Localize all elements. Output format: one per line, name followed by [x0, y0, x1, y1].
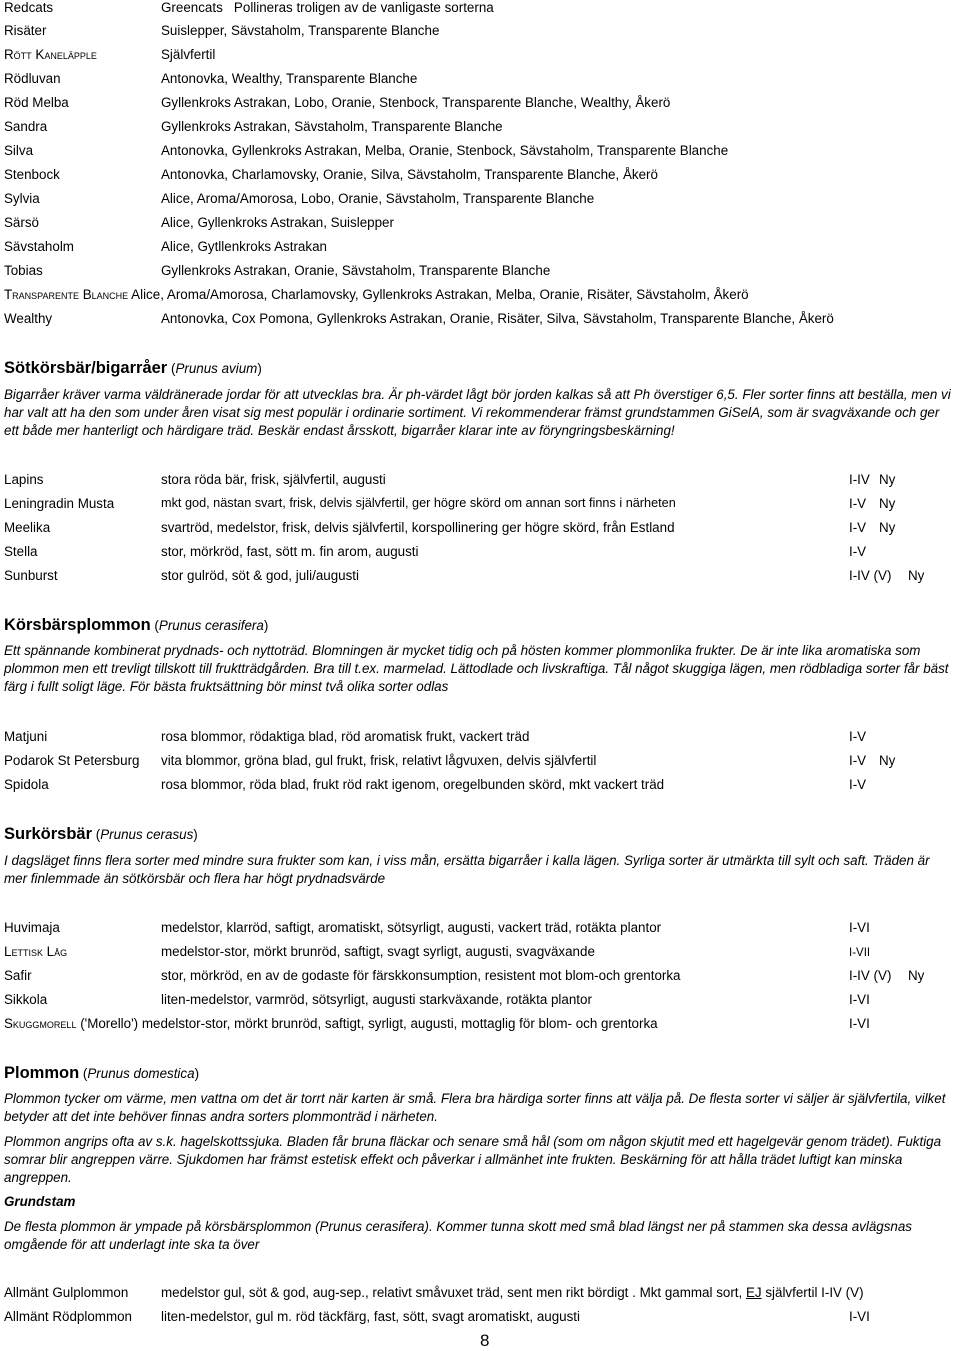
variety-description: ('Morello') medelstor-stor, mörkt brunröd, saftigt, syrligt, augusti, mottaglig för blom- och grentorka	[80, 1016, 658, 1031]
zone-value: I-IV	[849, 472, 870, 487]
inline-row-text	[4, 287, 749, 302]
pollinator-list: Alice, Gyllenkroks Astrakan, Suislepper	[161, 215, 394, 230]
variety-row	[4, 944, 956, 962]
variety-description: liten-medelstor, varmröd, sötsyrligt, augusti starkväxande, rotäkta plantor	[161, 992, 592, 1007]
variety-row	[4, 544, 956, 562]
pollination-row	[4, 167, 956, 185]
pollination-row	[4, 287, 956, 305]
variety-name: Röd Melba	[4, 95, 69, 110]
zone-value: I-V	[849, 777, 867, 792]
pollination-row	[4, 95, 956, 113]
zone-value: I-V	[849, 753, 867, 768]
section-intro: Bigarråer kräver varma väldränerade jordar för att utvecklas bra. Är ph-värdet lågt bör jorden kalkas så att Ph överstiger 6,5. Fler sorter finns att beställa, men vi har valt att ha den som under åren visat sig mest populär i ordinarie sortiment. Vi rekommenderar främst grundstammen GiSelA, som är svagväxande och ger ett både mer hanterligt och härdigare träd. Beskär endast årsskott, bigarråer klarar inte av föryngringsbeskärning!	[4, 387, 951, 438]
new-badge: Ny	[879, 472, 896, 487]
zone-value: I-IV (V)	[849, 968, 892, 983]
pollinator-list: Gyllenkroks Astrakan, Lobo, Oranie, Stenbock, Transparente Blanche, Wealthy, Åkerö	[161, 95, 671, 110]
variety-name: Huvimaja	[4, 920, 60, 935]
section-title: Sötkörsbär/bigarråer	[4, 359, 168, 377]
pollinator-list: Greencats Pollineras troligen av de vanligaste sorterna	[161, 0, 494, 15]
grundstam-text: De flesta plommon är ympade på körsbärsplommon (Prunus cerasifera). Kommer tunna skott med små blad längst ner på stammen ska dessa avlägsnas omgående för att underlagt inte ska ta över	[4, 1219, 913, 1252]
latin-name: Prunus cerasifera	[158, 618, 264, 633]
variety-row	[4, 496, 956, 514]
variety-row	[4, 968, 956, 986]
page-number: 8	[480, 1331, 490, 1350]
pollination-row	[4, 239, 956, 257]
variety-description: rosa blommor, röda blad, frukt röd rakt igenom, oregelbunden skörd, mkt vackert träd	[161, 777, 665, 792]
pollinator-list: Alice, Gytllenkroks Astrakan	[161, 239, 327, 254]
pollinator-list: Antonovka, Cox Pomona, Gyllenkroks Astrakan, Oranie, Risäter, Silva, Sävstaholm, Transparente Blanche, Åkerö	[161, 311, 834, 326]
zone-value: I-VI	[849, 920, 870, 935]
variety-row	[4, 1309, 956, 1327]
zone-value: I-V	[849, 544, 867, 559]
latin-name: Prunus avium	[175, 361, 258, 376]
variety-row	[4, 472, 956, 490]
variety-name: Stella	[4, 544, 38, 559]
variety-description: vita blommor, gröna blad, gul frukt, frisk, relativt lågvuxen, delvis självfertil	[161, 753, 597, 768]
variety-name: Allmänt Gulplommon	[4, 1285, 129, 1300]
zone-value: I-VI	[849, 1016, 870, 1031]
desc-part: självfertil I-IV (V)	[761, 1285, 864, 1300]
zone-value: I-V	[849, 729, 867, 744]
pollinator-list: Alice, Aroma/Amorosa, Charlamovsky, Gyllenkroks Astrakan, Melba, Oranie, Risäter, Sävstaholm, Åkerö	[131, 287, 749, 302]
new-badge: Ny	[879, 753, 896, 768]
section-intro-2: Plommon angrips ofta av s.k. hagelskottssjuka. Bladen får bruna fläckar och senare små hål (som om någon skjutit med ett hagelgevär genom trädet). Fuktiga somrar blir angreppen värre. Sjukdomen har främst estetisk effekt och påverkar i allmänhet inte frukten. Beskärning för att hålla trädet luftigt kan minska angreppen.	[4, 1134, 942, 1185]
variety-name: Stenbock	[4, 167, 60, 182]
variety-description: liten-medelstor, gul m. röd täckfärg, fast, sött, svagt aromatiskt, augusti	[161, 1309, 581, 1324]
desc-part: medelstor gul, söt & god, aug-sep., relativt småvuxet träd, sent men rikt bördigt . Mkt gammal sort,	[161, 1285, 746, 1300]
latin-paren: )	[193, 827, 198, 842]
subheading-grundstam: Grundstam	[4, 1194, 76, 1209]
zone-value: I-V	[849, 496, 867, 511]
pollinator-list: Antonovka, Gyllenkroks Astrakan, Melba, Oranie, Stenbock, Sävstaholm, Transparente Blanche	[161, 143, 729, 158]
section-intro: Plommon tycker om värme, men vattna om det är torrt när karten är små. Flera bra härdiga sorter finns att välja på. De flesta sorter vi säljer är självfertila, vilket betyder att det inte behöver finnas andra sorters plommonträd i närheten.	[4, 1091, 946, 1124]
pollinator-list: Antonovka, Wealthy, Transparente Blanche	[161, 71, 418, 86]
latin-paren: (	[95, 827, 101, 842]
variety-name: Skuggmorell	[4, 1016, 77, 1031]
pollination-row	[4, 311, 956, 329]
variety-row	[4, 729, 956, 747]
zone-value: I-VI	[849, 992, 870, 1007]
pollinator-list: Gyllenkroks Astrakan, Oranie, Sävstaholm, Transparente Blanche	[161, 263, 551, 278]
pollination-row	[4, 71, 956, 89]
variety-description: rosa blommor, rödaktiga blad, röd aromatisk frukt, vackert träd	[161, 729, 530, 744]
variety-name: Sylvia	[4, 191, 40, 206]
variety-row	[4, 920, 956, 938]
variety-name: Meelika	[4, 520, 51, 535]
section-heading-korsbarsplommon	[4, 615, 268, 636]
variety-name: Leningradin Musta	[4, 496, 115, 511]
new-badge: Ny	[879, 520, 896, 535]
variety-name: Särsö	[4, 215, 39, 230]
zone-value: I-IV (V)	[849, 568, 892, 583]
variety-name: Safir	[4, 968, 32, 983]
new-badge: Ny	[908, 568, 925, 583]
variety-description: mkt god, nästan svart, frisk, delvis självfertil, ger högre skörd om annan sort finns i närheten	[161, 496, 676, 510]
pollinator-list: Suislepper, Sävstaholm, Transparente Blanche	[161, 23, 440, 38]
variety-name: Podarok St Petersburg	[4, 753, 140, 768]
latin-paren: (	[82, 1066, 88, 1081]
variety-name: Wealthy	[4, 311, 53, 326]
variety-name: Lapins	[4, 472, 44, 487]
latin-paren: (	[154, 618, 159, 633]
variety-row	[4, 520, 956, 538]
latin-paren: )	[263, 618, 269, 633]
variety-description: stora röda bär, frisk, självfertil, augusti	[161, 472, 386, 487]
section-heading-sotkorsbar	[4, 358, 262, 379]
variety-name: Sandra	[4, 119, 48, 134]
new-badge: Ny	[879, 496, 896, 511]
latin-name: Prunus cerasus	[100, 827, 194, 842]
pollination-row	[4, 263, 956, 281]
pollination-row	[4, 191, 956, 209]
pollination-row	[4, 215, 956, 233]
variety-row	[4, 568, 956, 586]
desc-underlined: EJ	[745, 1285, 762, 1300]
section-heading-plommon	[4, 1063, 199, 1084]
variety-description: medelstor-stor, mörkt brunröd, saftigt, svagt syrligt, augusti, svagväxande	[161, 944, 595, 959]
variety-description: stor, mörkröd, fast, sött m. fin arom, augusti	[161, 544, 419, 559]
zone-value: I-VI	[849, 1309, 870, 1324]
section-title: Surkörsbär	[4, 825, 93, 843]
pollination-row	[4, 0, 956, 18]
zone-value: I-V	[849, 520, 867, 535]
variety-name: Rött Kaneläpple	[4, 47, 97, 62]
variety-name: Lettisk Låg	[4, 944, 68, 959]
variety-name: Tobias	[4, 263, 43, 278]
section-intro: Ett spännande kombinerat prydnads- och nyttoträd. Blomningen är mycket tidig och på hösten kommer plommonlika frukter. De är inte lika aromatiska som plommon men ett trevligt tillskott till fruktträdgården. Bra till t.ex. marmelad. Lättodlade och livskraftiga. Tål något skuggiga lägen, men rödbladiga sorter får bäst färg i fullt soligt läge. För bästa fruktsättning bör minst två olika sorter odlas	[4, 643, 949, 694]
pollinator-list: Antonovka, Charlamovsky, Oranie, Silva, Sävstaholm, Transparente Blanche, Åkerö	[161, 167, 658, 182]
variety-name: Sikkola	[4, 992, 48, 1007]
latin-paren: (	[170, 361, 176, 376]
section-intro: I dagsläget finns flera sorter med mindre sura frukter som kan, i viss mån, ersätta bigarråer i kalla lägen. Syrliga sorter är utmärkta till sylt och saft. Träden är mer finlemmade än sötkörsbär och flera har högt prydnadsvärde	[4, 853, 930, 886]
variety-row	[4, 1016, 956, 1034]
latin-paren: )	[194, 1066, 200, 1081]
variety-description: stor gulröd, söt & god, juli/augusti	[161, 568, 359, 583]
inline-row-text	[4, 1016, 658, 1031]
latin-paren: )	[257, 361, 262, 376]
section-title: Körsbärsplommon	[4, 616, 151, 634]
new-badge: Ny	[908, 968, 925, 983]
variety-name: Silva	[4, 143, 34, 158]
variety-name: Rödluvan	[4, 71, 61, 86]
variety-name: Matjuni	[4, 729, 48, 744]
section-heading-surkorsbar	[4, 824, 198, 845]
variety-description: medelstor, klarröd, saftigt, aromatiskt, sötsyrligt, augusti, vackert träd, rotäkta plantor	[161, 920, 662, 935]
variety-description: stor, mörkröd, en av de godaste för färskkonsumption, resistent mot blom-och grentorka	[161, 968, 681, 983]
variety-name: Transparente Blanche	[4, 287, 129, 302]
variety-row	[4, 777, 956, 795]
pollinator-list: Alice, Aroma/Amorosa, Lobo, Oranie, Sävstaholm, Transparente Blanche	[161, 191, 595, 206]
pollination-row	[4, 143, 956, 161]
variety-description	[161, 1285, 864, 1302]
variety-name: Allmänt Rödplommon	[4, 1309, 133, 1324]
pollinator-list: Gyllenkroks Astrakan, Sävstaholm, Transparente Blanche	[161, 119, 503, 134]
variety-name: Sunburst	[4, 568, 58, 583]
latin-name: Prunus domestica	[87, 1066, 195, 1081]
section-title: Plommon	[4, 1064, 80, 1082]
pollination-row	[4, 23, 956, 41]
pollination-row	[4, 47, 956, 65]
zone-value: I-VII	[849, 947, 871, 959]
variety-row	[4, 992, 956, 1010]
variety-name: Sävstaholm	[4, 239, 74, 254]
variety-description: svartröd, medelstor, frisk, delvis självfertil, korspollinering ger högre skörd, från Estland	[161, 520, 675, 535]
variety-name: Spidola	[4, 777, 49, 792]
pollinator-list: Självfertil	[161, 47, 216, 62]
variety-name: Redcats	[4, 0, 54, 15]
variety-name: Risäter	[4, 23, 47, 38]
variety-row	[4, 1285, 956, 1303]
pollination-row	[4, 119, 956, 137]
variety-row	[4, 753, 956, 771]
